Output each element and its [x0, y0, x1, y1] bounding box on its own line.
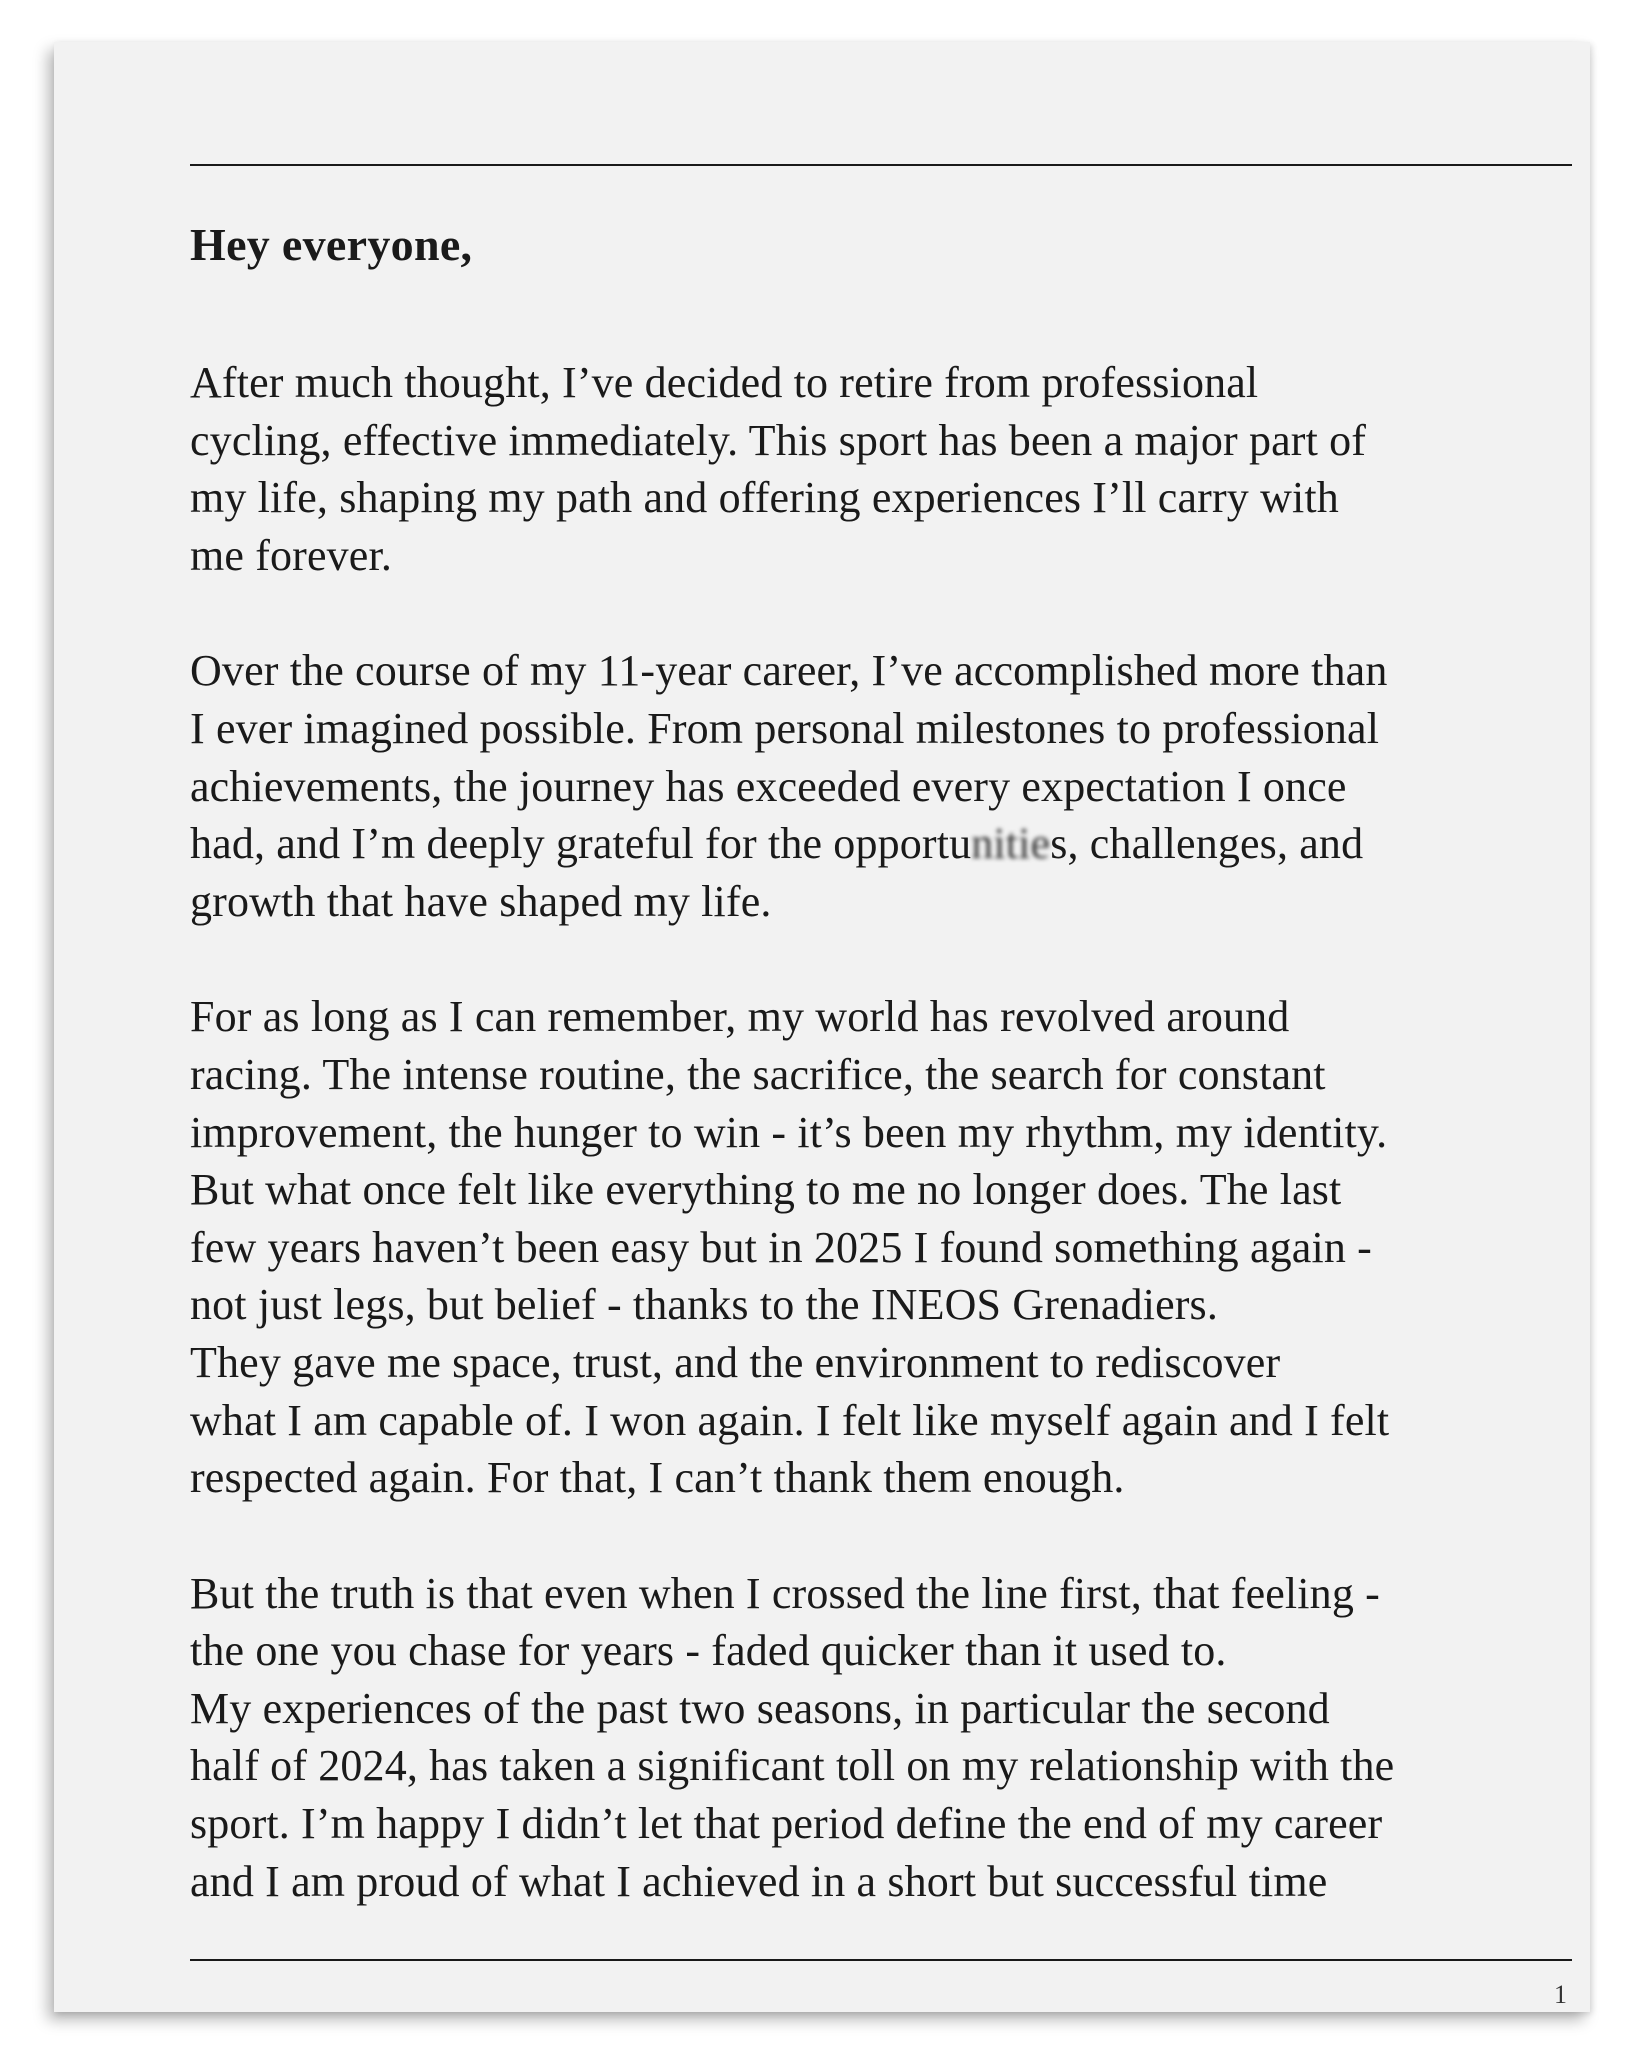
text-line: what I am capable of. I won again. I felt like myself again and I felt: [190, 1395, 1390, 1445]
text-line: For as long as I can remember, my world has revolved around: [190, 992, 1290, 1042]
text-line-smudged: [190, 815, 1590, 873]
smudged-text: nitie: [971, 819, 1051, 869]
text-line: cycling, effective immediately. This sport has been a major part of: [190, 415, 1367, 465]
text-line: not just legs, but belief - thanks to the INEOS Grenadiers.: [190, 1280, 1218, 1330]
text-line: After much thought, I’ve decided to retire from professional: [190, 358, 1259, 407]
text-line: respected again. For that, I can’t thank them enough.: [190, 1453, 1125, 1503]
text-fragment: had, and I’m deeply grateful for the opportu: [190, 819, 972, 869]
text-line: racing. The intense routine, the sacrifice, the search for constant: [190, 1049, 1326, 1099]
paragraph-4: [190, 1565, 1590, 1911]
text-line: sport. I’m happy I didn’t let that period define the end of my career: [190, 1799, 1383, 1849]
text-line: I ever imagined possible. From personal milestones to professional: [190, 703, 1380, 753]
text-line: growth that have shaped my life.: [190, 876, 772, 926]
letter-body: [190, 202, 1590, 1910]
text-fragment: s, challenges, and: [1050, 819, 1364, 869]
bottom-rule: [190, 1959, 1572, 1961]
text-line: the one you chase for years - faded quicker than it used to.: [190, 1626, 1227, 1676]
text-line: But the truth is that even when I crossed the line first, that feeling -: [190, 1568, 1380, 1618]
text-line: Over the course of my 11-year career, I’ve accomplished more than: [190, 646, 1388, 696]
greeting: Hey everyone,: [190, 219, 473, 270]
top-rule: [190, 164, 1572, 166]
paragraph-3: [190, 988, 1590, 1506]
text-line: But what once felt like everything to me no longer does. The last: [190, 1165, 1342, 1215]
text-line: few years haven’t been easy but in 2025 I found something again -: [190, 1222, 1372, 1272]
paragraph-2: [190, 642, 1590, 930]
text-line: They gave me space, trust, and the environment to rediscover: [190, 1337, 1281, 1387]
document-page: [54, 42, 1590, 2012]
text-line: half of 2024, has taken a significant toll on my relationship with the: [190, 1741, 1395, 1791]
text-line: my life, shaping my path and offering experiences I’ll carry with: [190, 473, 1339, 523]
page-number: 1: [1554, 1980, 1567, 2009]
text-line: achievements, the journey has exceeded every expectation I once: [190, 761, 1347, 811]
text-line: and I am proud of what I achieved in a short but successful time: [190, 1856, 1328, 1906]
text-line: me forever.: [190, 530, 392, 580]
text-line: My experiences of the past two seasons, in particular the second: [190, 1683, 1330, 1733]
paragraph-1: [190, 354, 1590, 584]
text-line: improvement, the hunger to win - it’s been my rhythm, my identity.: [190, 1107, 1388, 1157]
